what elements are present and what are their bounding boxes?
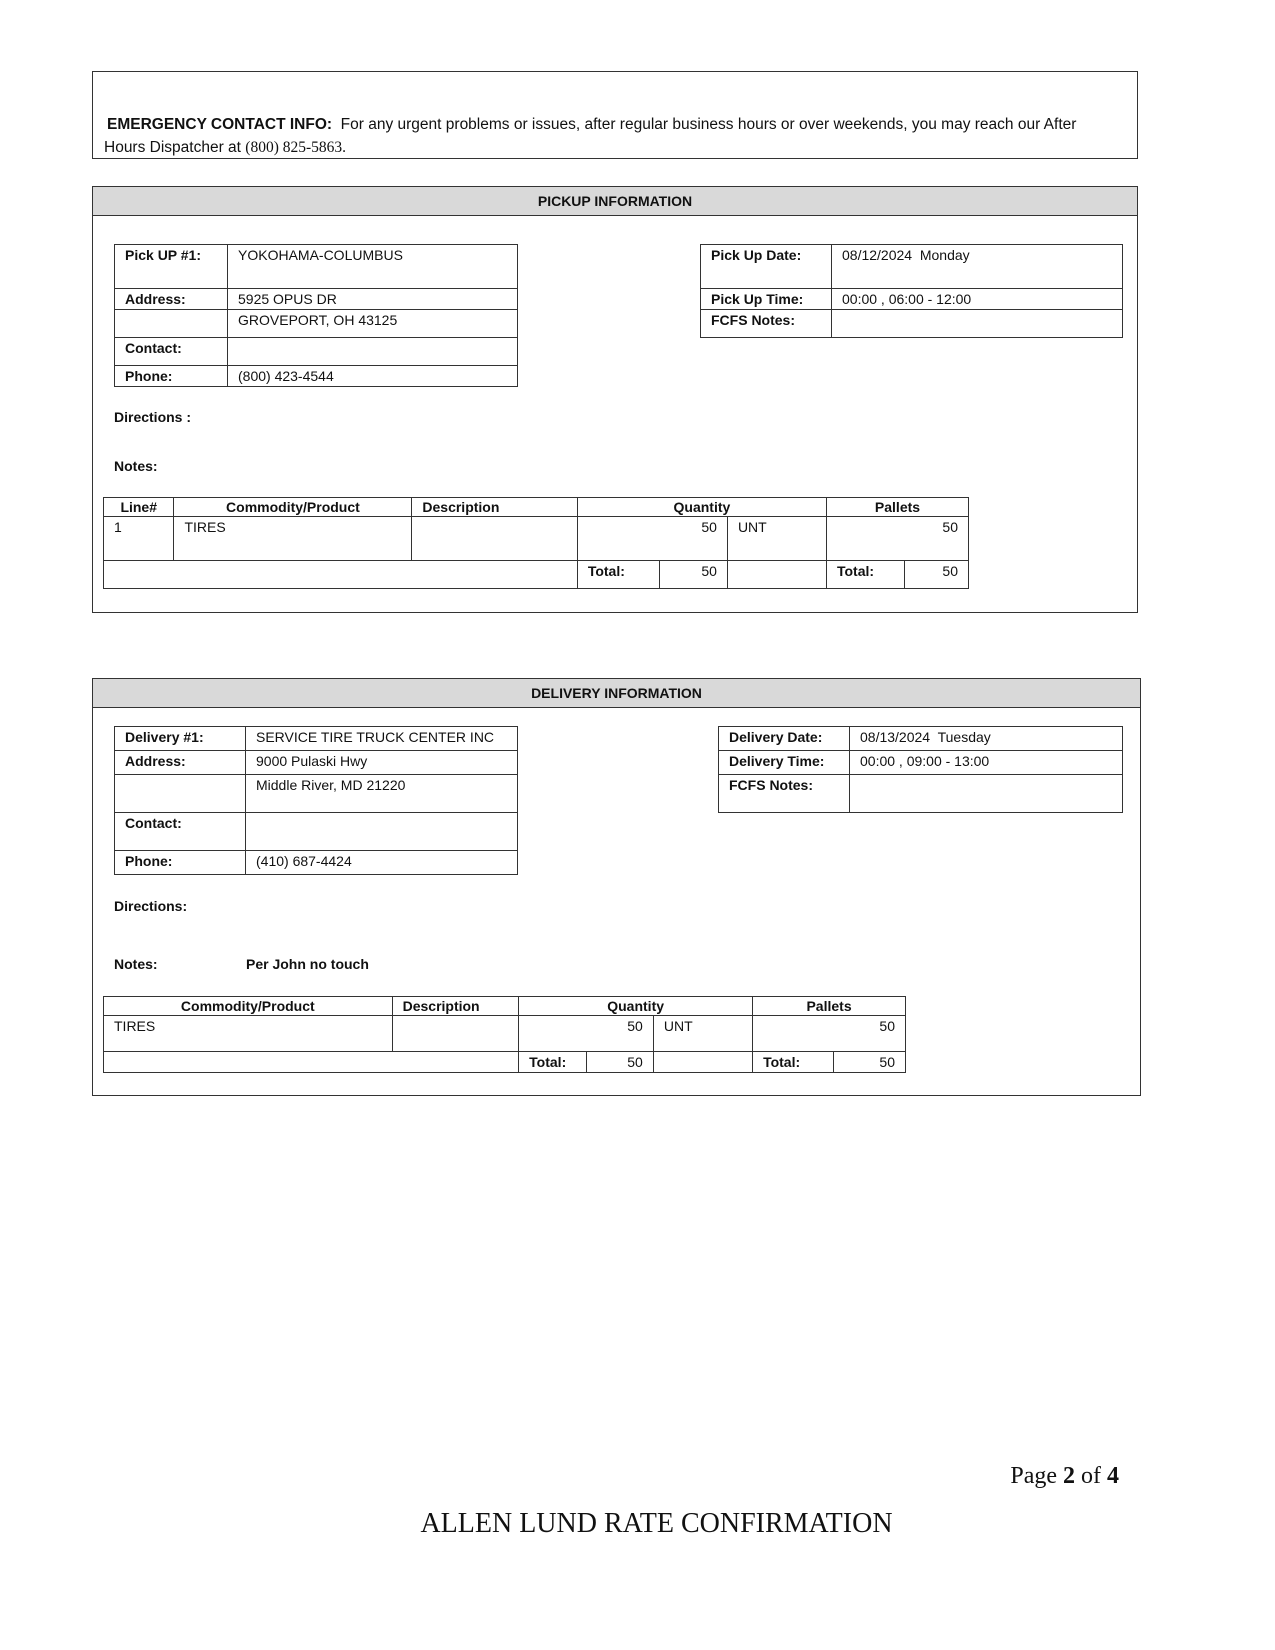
- page-num: 2: [1063, 1463, 1075, 1489]
- pickup-header: PICKUP INFORMATION: [93, 187, 1137, 216]
- delivery-cell-qty: 50: [519, 1016, 654, 1052]
- pickup-th-quantity: Quantity: [577, 498, 826, 517]
- pickup-location-table: [114, 244, 518, 387]
- emergency-line-1: [107, 116, 1076, 134]
- pickup-cell-unit: UNT: [727, 517, 826, 561]
- delivery-th-pallets: Pallets: [753, 997, 906, 1016]
- pickup-date-label: Pick Up Date:: [701, 245, 832, 289]
- delivery-date-value: 08/13/2024 Tuesday: [850, 727, 1123, 751]
- pickup-phone-value: (800) 423-4544: [228, 366, 518, 387]
- pickup-cell-qty: 50: [577, 517, 727, 561]
- delivery-cell-pallets: 50: [753, 1016, 906, 1052]
- pickup-contact-label: Contact:: [115, 338, 228, 366]
- delivery-time-value: 00:00 , 09:00 - 13:00: [850, 751, 1123, 775]
- delivery-address-label: Address:: [115, 751, 246, 775]
- delivery-total-spacer: [104, 1052, 519, 1073]
- pickup-cell-line: 1: [104, 517, 174, 561]
- emergency-text: For any urgent problems or issues, after regular business hours or over weekends, you may reach our After: [340, 116, 1077, 133]
- delivery-header: DELIVERY INFORMATION: [93, 679, 1140, 708]
- delivery-commodity-table: [103, 996, 906, 1073]
- delivery-phone-value: (410) 687-4424: [246, 851, 518, 875]
- delivery-date-label: Delivery Date:: [719, 727, 850, 751]
- delivery-time-label: Delivery Time:: [719, 751, 850, 775]
- pickup-cell-pallets: 50: [826, 517, 968, 561]
- pickup-pallets-total: 50: [904, 561, 968, 589]
- pickup-th-pallets: Pallets: [826, 498, 968, 517]
- delivery-address-line2: Middle River, MD 21220: [246, 775, 518, 813]
- pickup-qty-total: 50: [659, 561, 727, 589]
- delivery-phone-label: Phone:: [115, 851, 246, 875]
- document-title: ALLEN LUND RATE CONFIRMATION: [420, 1508, 893, 1539]
- pickup-time-label: Pick Up Time:: [701, 289, 832, 310]
- delivery-qty-total: 50: [587, 1052, 654, 1073]
- pickup-th-description: Description: [412, 498, 577, 517]
- pickup-cell-commodity: TIRES: [174, 517, 412, 561]
- table-row: [104, 517, 969, 561]
- pickup-stop-value: YOKOHAMA-COLUMBUS: [228, 245, 518, 289]
- pickup-address-line1: 5925 OPUS DR: [228, 289, 518, 310]
- pickup-th-commodity: Commodity/Product: [174, 498, 412, 517]
- table-row: [104, 1016, 906, 1052]
- delivery-th-commodity: Commodity/Product: [104, 997, 393, 1016]
- delivery-address-line1: 9000 Pulaski Hwy: [246, 751, 518, 775]
- delivery-contact-value: [246, 813, 518, 851]
- delivery-section: [92, 678, 1141, 1096]
- pickup-address-label: Address:: [115, 289, 228, 310]
- delivery-cell-description: [392, 1016, 519, 1052]
- delivery-address-empty: [115, 775, 246, 813]
- pickup-date-value: 08/12/2024 Monday: [832, 245, 1123, 289]
- emergency-line-2: [104, 139, 346, 157]
- delivery-directions-label: Directions:: [114, 898, 188, 914]
- pickup-fcfs-value: [832, 310, 1123, 338]
- pickup-schedule-table: [700, 244, 1123, 338]
- delivery-cell-commodity: TIRES: [104, 1016, 393, 1052]
- delivery-notes-value: Per John no touch: [246, 956, 369, 972]
- delivery-th-description: Description: [392, 997, 519, 1016]
- pickup-pallets-total-label: Total:: [826, 561, 904, 589]
- emergency-contact-box: [92, 71, 1138, 159]
- delivery-total-unit-empty: [653, 1052, 752, 1073]
- page-of: of: [1081, 1463, 1101, 1489]
- pickup-time-value: 00:00 , 06:00 - 12:00: [832, 289, 1123, 310]
- delivery-fcfs-value: [850, 775, 1123, 813]
- pickup-contact-value: [228, 338, 518, 366]
- delivery-fcfs-label: FCFS Notes:: [719, 775, 850, 813]
- pickup-address-empty: [115, 310, 228, 338]
- emergency-text-2: Hours Dispatcher at: [104, 139, 241, 156]
- delivery-cell-unit: UNT: [653, 1016, 752, 1052]
- delivery-pallets-total: 50: [834, 1052, 906, 1073]
- pickup-total-unit-empty: [727, 561, 826, 589]
- pickup-section: [92, 186, 1138, 613]
- delivery-qty-total-label: Total:: [519, 1052, 587, 1073]
- delivery-schedule-table: [718, 726, 1123, 813]
- delivery-location-table: [114, 726, 518, 875]
- delivery-stop-label: Delivery #1:: [115, 727, 246, 751]
- pickup-phone-label: Phone:: [115, 366, 228, 387]
- pickup-address-line2: GROVEPORT, OH 43125: [228, 310, 518, 338]
- emergency-label: EMERGENCY CONTACT INFO:: [107, 116, 333, 133]
- pickup-commodity-table: [103, 497, 969, 589]
- page-number: [1010, 1463, 1119, 1490]
- pickup-th-line: Line#: [104, 498, 174, 517]
- delivery-th-quantity: Quantity: [519, 997, 753, 1016]
- delivery-pallets-total-label: Total:: [753, 1052, 834, 1073]
- pickup-qty-total-label: Total:: [577, 561, 659, 589]
- pickup-stop-label: Pick UP #1:: [115, 245, 228, 289]
- pickup-directions-label: Directions :: [114, 409, 192, 425]
- delivery-notes-label: Notes:: [114, 956, 158, 972]
- pickup-cell-description: [412, 517, 577, 561]
- delivery-contact-label: Contact:: [115, 813, 246, 851]
- page-total: 4: [1107, 1463, 1119, 1489]
- delivery-stop-value: SERVICE TIRE TRUCK CENTER INC: [246, 727, 518, 751]
- emergency-phone: (800) 825-5863.: [245, 139, 347, 156]
- pickup-notes-label: Notes:: [114, 458, 158, 474]
- page-prefix: Page: [1010, 1463, 1057, 1489]
- pickup-total-spacer: [104, 561, 578, 589]
- pickup-fcfs-label: FCFS Notes:: [701, 310, 832, 338]
